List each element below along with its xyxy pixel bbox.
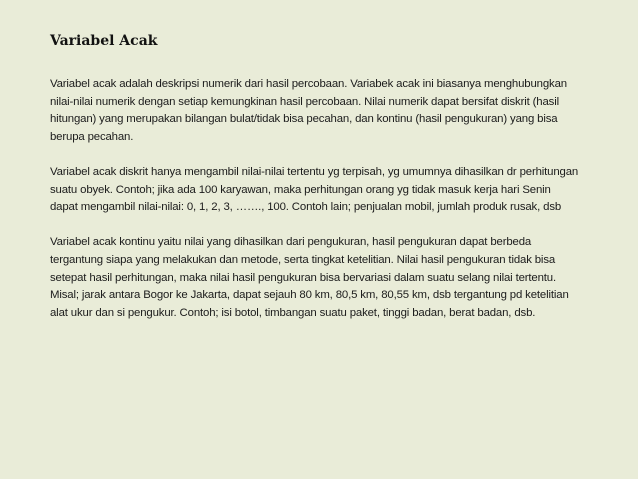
text-line: Variabel acak diskrit hanya mengambil nilai-nilai tertentu yg terpisah, yg umumnya dihasilkan dr perhitungan (50, 165, 579, 178)
text-line: suatu obyek. Contoh; jika ada 100 karyawan, maka perhitungan orang yg tidak masuk kerja hari Senin (50, 183, 551, 196)
text-line: tergantung siapa yang melakukan dan metode, serta tingkat ketelitian. Nilai hasil pengukuran tidak bisa (50, 253, 556, 266)
paragraph-continuous (50, 234, 620, 322)
text-line: Variabel acak kontinu yaitu nilai yang dihasilkan dari pengukuran, hasil pengukuran dapat berbeda (50, 236, 532, 249)
text-line: Variabel acak adalah deskripsi numerik dari hasil percobaan. Variabek acak ini biasanya menghubungkan (50, 78, 567, 90)
text-line: dapat mengambil nilai-nilai: 0, 1, 2, 3, ……., 100. Contoh lain; penjualan mobil, jumlah produk rusak, dsb (50, 201, 562, 214)
text-line: alat ukur dan si pengukur. Contoh; isi botol, timbangan suatu paket, tinggi badan, berat badan, dsb. (50, 306, 536, 319)
text-line: nilai-nilai numerik dengan setiap kemungkinan hasil percobaan. Nilai numerik dapat bersifat diskrit (hasil (50, 95, 559, 108)
text-line: hitungan) yang merupakan bilangan bulat/tidak bisa pecahan, dan kontinu (hasil pengukuran) yang bisa (50, 113, 558, 126)
text-line: berupa pecahan. (50, 130, 134, 143)
paragraph-definition (50, 76, 620, 146)
text-line: Misal; jarak antara Bogor ke Jakarta, dapat sejauh 80 km, 80,5 km, 80,55 km, dsb tergantung pd ketelitian (50, 289, 569, 302)
text-line: setepat hasil perhitungan, maka nilai hasil pengukuran bisa bervariasi dalam suatu selang nilai tertentu. (50, 271, 557, 284)
slide-title: Variabel Acak (50, 33, 158, 49)
paragraph-discrete (50, 164, 620, 217)
slide-body (50, 76, 620, 340)
